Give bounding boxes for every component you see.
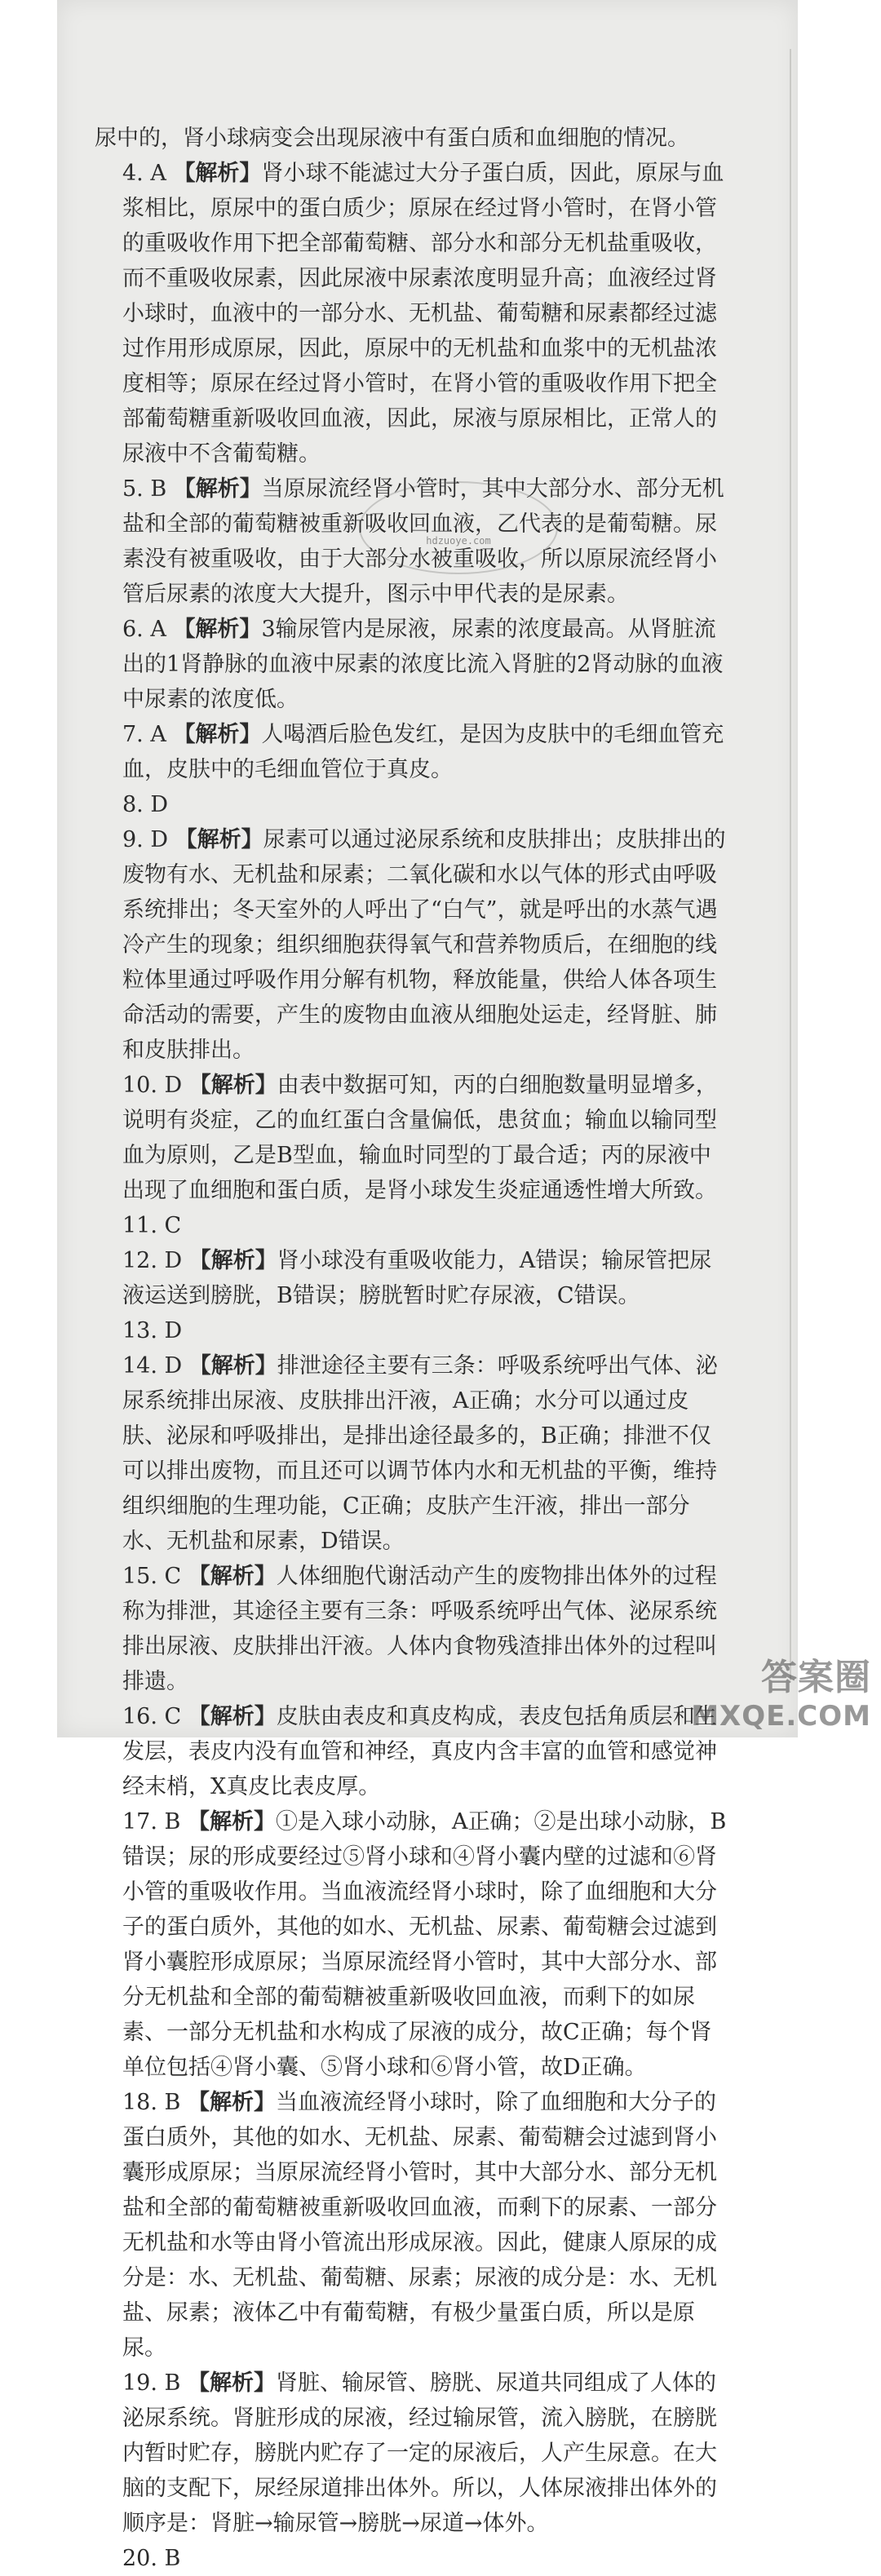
answer-number: 13. D [122,1318,183,1343]
answer-item [95,1804,731,2085]
answer-explanation: 肾小球不能滤过大分子蛋白质，因此，原尿与血浆相比，原尿中的蛋白质少；原尿在经过肾小管时，在肾小管的重吸收作用下把全部葡萄糖、部分水和部分无机盐重吸收，而不重吸收尿素，因此尿液中尿素浓度明显升高；血液经过肾小球时，血液中的一部分水、无机盐、葡萄糖和尿素都经过滤过作用形成原尿，因此，原尿中的无机盐和血浆中的无机盐浓度相等；原尿在经过肾小管时，在肾小管的重吸收作用下把全部葡萄糖重新吸收回血液，因此，尿液与原尿相比，正常人的尿液中不含葡萄糖。 [122,161,724,467]
answer-number: 11. C [122,1213,182,1238]
answer-item [95,1208,731,1243]
answer-continuation [95,121,731,156]
analysis-tag: 【解析】 [188,1353,277,1379]
answer-item [95,822,731,1068]
answer-number: 14. D [122,1353,183,1379]
answer-item [95,156,731,471]
answer-item [95,787,731,822]
answer-explanation: ①是入球小动脉，A正确；②是出球小动脉，B错误；尿的形成要经过⑤肾小球和④肾小囊内壁的过滤和⑥肾小管的重吸收作用。当血液流经肾小球时，除了血细胞和大分子的蛋白质外，其他的如水、无机盐、尿素、葡萄糖会过滤到肾小囊腔形成原尿；当原尿流经肾小管时，其中大部分水、部分无机盐和全部的葡萄糖被重新吸收回血液，而剩下的如尿素、一部分无机盐和水构成了尿液的成分，故C正确；每个肾单位包括④肾小囊、⑤肾小球和⑥肾小管，故D正确。 [122,1809,727,2080]
page-edge-line [790,49,791,1680]
answer-number: 19. B [122,2370,181,2396]
answer-item [95,2085,731,2366]
watermark-stamp-text: hdzuoye.com [426,535,491,547]
answer-item [95,1243,731,1313]
corner-watermark [691,1648,871,1733]
answer-item [95,612,731,717]
analysis-tag: 【解析】 [187,2370,276,2396]
analysis-tag: 【解析】 [173,161,262,186]
answer-item [95,1313,731,1348]
answer-explanation: 由表中数据可知，丙的白细胞数量明显增多，说明有炎症，乙的血红蛋白含量偏低，患贫血；输血以输同型血为原则，乙是B型血，输血时同型的丁最合适；丙的尿液中出现了血细胞和蛋白质，是肾小球发生炎症通透性增大所致。 [122,1073,718,1203]
answer-explanation: 人喝酒后脸色发红，是因为皮肤中的毛细血管充血，皮肤中的毛细血管位于真皮。 [122,722,724,782]
analysis-tag: 【解析】 [188,1704,277,1729]
analysis-tag: 【解析】 [188,1248,277,1273]
answer-item [95,2366,731,2541]
answer-explanation: 当原尿流经肾小管时，其中大部分水、部分无机盐和全部的葡萄糖被重新吸收回血液，乙代表的是葡萄糖。尿素没有被重吸收，由于大部分水被重吸收，所以原尿流经肾小管后尿素的浓度大大提升，图示中甲代表的是尿素。 [122,476,724,607]
answer-item [95,1348,731,1559]
answer-number: 16. C [122,1704,182,1729]
answer-explanation: 皮肤由表皮和真皮构成，表皮包括角质层和生发层，表皮内没有血管和神经，真皮内含丰富的血管和感觉神经末梢，X真皮比表皮厚。 [122,1704,717,1799]
answer-number: 15. C [122,1564,182,1589]
answer-item [95,1068,731,1208]
analysis-tag: 【解析】 [188,1564,277,1589]
answer-number: 8. D [122,792,168,817]
analysis-tag: 【解析】 [175,827,263,852]
answer-explanation: 肾小球没有重吸收能力，A错误；输尿管把尿液运送到膀胱，B错误；膀胱暂时贮存尿液，C错误。 [122,1248,712,1308]
answer-number: 18. B [122,2090,181,2115]
answer-number: 10. D [122,1073,183,1098]
corner-watermark-logo: 答案圈 [761,1657,871,1698]
answer-explanation: 排泄途径主要有三条：呼吸系统呼出气体、泌尿系统排出尿液、皮肤排出汗液，A正确；水分可以通过皮肤、泌尿和呼吸排出，是排出途径最多的，B正确；排泄不仅可以排出废物，而且还可以调节体内水和无机盐的平衡，维持组织细胞的生理功能，C正确；皮肤产生汗液，排出一部分水、无机盐和尿素，D错误。 [122,1353,718,1554]
answer-number: 12. D [122,1248,183,1273]
answer-item [95,1559,731,1699]
analysis-tag: 【解析】 [188,1073,277,1098]
analysis-tag: 【解析】 [187,2090,276,2115]
answer-explanation: 肾脏、输尿管、膀胱、尿道共同组成了人体的泌尿系统。肾脏形成的尿液，经过输尿管，流入膀胱，在膀胱内暂时贮存，膀胱内贮存了一定的尿液后，人产生尿意。在大脑的支配下，尿经尿道排出体外。所以，人体尿液排出体外的顺序是：肾脏→输尿管→膀胱→尿道→体外。 [122,2370,717,2536]
answer-number: 20. B [122,2546,181,2571]
answer-explanation: 当血液流经肾小球时，除了血细胞和大分子的蛋白质外，其他的如水、无机盐、尿素、葡萄糖会过滤到肾小囊形成原尿；当原尿流经肾小管时，其中大部分水、部分无机盐和全部的葡萄糖被重新吸收回血液，而剩下的尿素、一部分无机盐和水等由肾小管流出形成尿液。因此，健康人原尿的成分是：水、无机盐、葡萄糖、尿素；尿液的成分是：水、无机盐、尿素；液体乙中有葡萄糖，有极少量蛋白质，所以是原尿。 [122,2090,717,2361]
answer-explanation: 尿中的，肾小球病变会出现尿液中有蛋白质和血细胞的情况。 [95,126,689,151]
analysis-tag: 【解析】 [173,722,262,747]
answer-number: 4. A [122,161,166,186]
answer-number: 9. D [122,827,168,852]
analysis-tag: 【解析】 [187,1809,276,1835]
watermark-stamp [359,481,558,574]
answer-number: 17. B [122,1809,181,1835]
answer-item [95,717,731,787]
answer-explanation: 尿素可以通过泌尿系统和皮肤排出；皮肤排出的废物有水、无机盐和尿素；二氧化碳和水以气体的形式由呼吸系统排出；冬天室外的人呼出了“白气”，就是呼出的水蒸气遇冷产生的现象；组织细胞获得氧气和营养物质后，在细胞的线粒体里通过呼吸作用分解有机物，释放能量，供给人体各项生命活动的需要，产生的废物由血液从细胞处运走，经肾脏、肺和皮肤排出。 [122,827,726,1063]
answer-item [95,1699,731,1804]
answer-number: 7. A [122,722,166,747]
answer-item [95,2541,731,2576]
answer-explanation: 3输尿管内是尿液，尿素的浓度最高。从肾脏流出的1肾静脉的血液中尿素的浓度比流入肾脏的2肾动脉的血液中尿素的浓度低。 [122,617,724,712]
analysis-tag: 【解析】 [173,476,262,502]
answer-number: 5. B [122,476,167,502]
corner-watermark-url: MXQE.COM [691,1700,871,1733]
answer-explanation: 人体细胞代谢活动产生的废物排出体外的过程称为排泄，其途径主要有三条：呼吸系统呼出气体、泌尿系统排出尿液、皮肤排出汗液。人体内食物残渣排出体外的过程叫排遗。 [122,1564,717,1694]
answer-number: 6. A [122,617,166,642]
analysis-tag: 【解析】 [173,617,262,642]
